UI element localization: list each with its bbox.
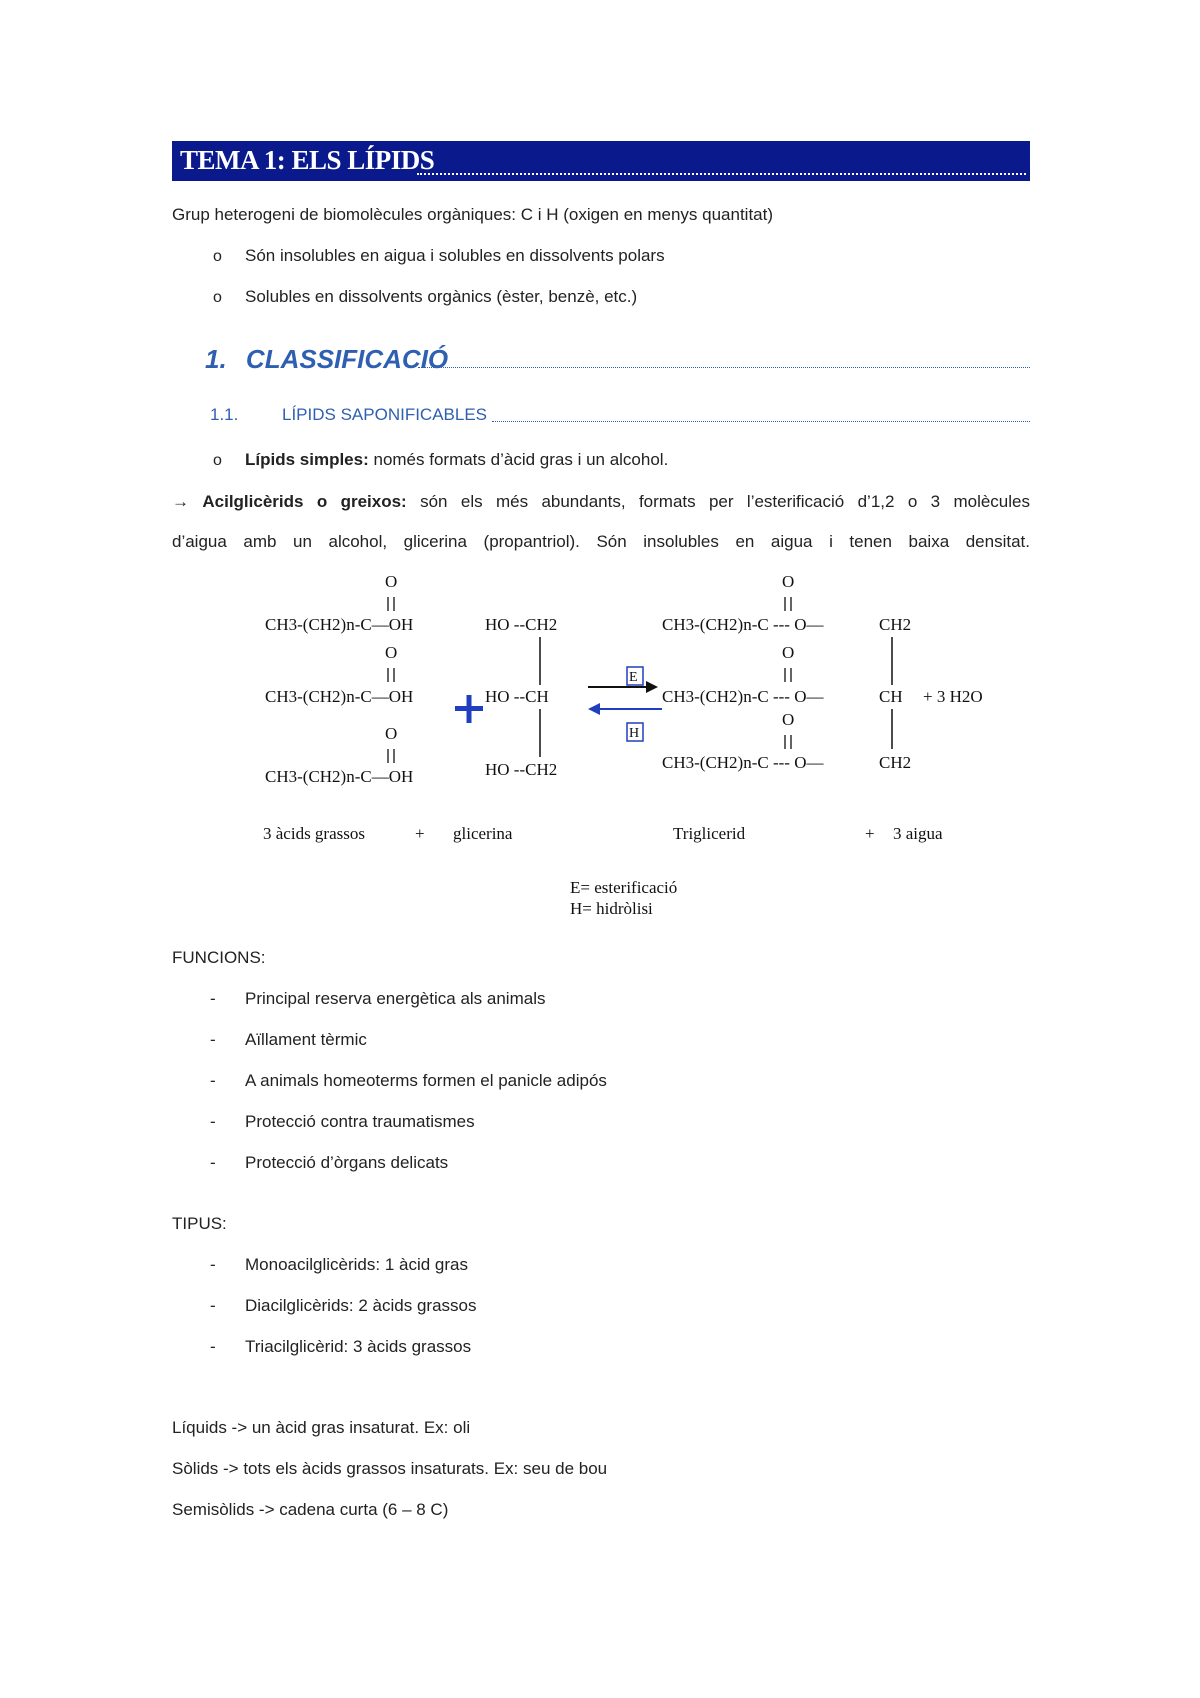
acid-formula: CH3-(CH2)n-C—OH	[265, 615, 414, 634]
acid-formula: CH3-(CH2)n-C—OH	[265, 767, 414, 786]
simple-lipids-term: Lípids simples:	[245, 450, 369, 469]
intro-bullet-1: Són insolubles en aigua i solubles en dissolvents polars	[245, 246, 665, 265]
ester-formula: CH3-(CH2)n-C --- O—	[662, 753, 824, 772]
funcions-item: Aïllament tèrmic	[245, 1030, 367, 1049]
oxygen-label: O	[782, 710, 795, 729]
oxygen-label: O	[385, 724, 398, 743]
list-marker: -	[210, 1296, 216, 1315]
bullet-marker: o	[213, 289, 222, 306]
label-fatty-acids: 3 àcids grassos	[263, 824, 365, 843]
triglyceride	[662, 572, 911, 772]
tipus-item: Monoacilglicèrids: 1 àcid gras	[245, 1255, 468, 1274]
fatty-acids	[265, 572, 413, 786]
ester-formula: CH3-(CH2)n-C --- O—	[662, 615, 824, 634]
fatty-acid-2	[265, 643, 413, 706]
glyceryl-carbon: CH2	[879, 753, 912, 772]
fatty-acid-3	[265, 724, 413, 786]
list-marker: -	[210, 1255, 216, 1274]
acylglycerides-line-2: d’aigua amb un alcohol, glicerina (propantriol). Són insolubles en aigua i tenen baixa densitat.	[172, 532, 1030, 551]
label-plus: +	[865, 824, 875, 843]
subsection-title: LÍPIDS SAPONIFICABLES	[282, 405, 488, 424]
water-product: + 3 H2O	[923, 687, 983, 706]
glycerol	[485, 615, 557, 779]
tipus-item: Triacilglicèrid: 3 àcids grassos	[245, 1337, 472, 1356]
acylglycerides-term: Acilglicèrids o greixos:	[202, 492, 407, 511]
subsection-number: 1.1.	[210, 405, 239, 424]
section-heading-1	[205, 344, 448, 375]
label-glycerol: glicerina	[453, 824, 513, 843]
title-dotted-leader	[417, 173, 1026, 175]
funcions-item: Protecció contra traumatismes	[245, 1112, 475, 1131]
funcions-item: A animals homeoterms formen el panicle adipós	[245, 1071, 607, 1090]
funcions-item: Protecció d’òrgans delicats	[245, 1153, 449, 1172]
glycerol-group: HO --CH2	[485, 760, 558, 779]
list-marker: -	[210, 1153, 216, 1172]
acylglycerides-line-1	[172, 492, 1030, 512]
funcions-heading: FUNCIONS:	[172, 948, 266, 967]
list-marker: -	[210, 1337, 216, 1356]
hydrolysis-arrow-label: H	[629, 726, 640, 741]
plus-icon	[455, 695, 483, 723]
label-triglyceride: Triglicerid	[673, 824, 746, 843]
subsection-dotted-leader	[492, 421, 1030, 422]
section-number: 1.	[205, 344, 227, 374]
legend-hydrolysis: H= hidròlisi	[570, 899, 653, 918]
title-bar	[172, 141, 1030, 181]
glycerol-group: HO --CH2	[485, 615, 558, 634]
acylglycerides-text-1: són els més abundants, formats per l’esterificació d’1,2 o 3 molècules	[420, 492, 1030, 511]
reaction-legend	[570, 878, 677, 918]
intro-text: Grup heterogeni de biomolècules orgàniques: C i H (oxigen en menys quantitat)	[172, 205, 774, 224]
esterification-reaction-diagram	[255, 565, 995, 925]
state-line: Sòlids -> tots els àcids grassos insaturats. Ex: seu de bou	[172, 1459, 608, 1478]
label-water: 3 aigua	[893, 824, 943, 843]
glyceryl-carbon: CH2	[879, 615, 912, 634]
simple-lipids-line	[245, 450, 668, 470]
section-dotted-leader	[418, 367, 1030, 368]
esterification-arrow-label: E	[629, 670, 638, 685]
section-title: CLASSIFICACIÓ	[245, 344, 449, 374]
page-title: TEMA 1: ELS LÍPIDS	[180, 145, 435, 175]
acid-formula: CH3-(CH2)n-C—OH	[265, 687, 414, 706]
list-marker: -	[210, 1071, 216, 1090]
bullet-marker: o	[213, 248, 222, 265]
reaction-labels	[263, 824, 943, 843]
glyceryl-carbon: CH	[879, 687, 903, 706]
simple-lipids-text: només formats d’àcid gras i un alcohol.	[373, 450, 669, 469]
label-plus: +	[415, 824, 425, 843]
oxygen-label: O	[385, 643, 398, 662]
state-line: Semisòlids -> cadena curta (6 – 8 C)	[172, 1500, 449, 1519]
bullet-marker: o	[213, 452, 222, 469]
list-marker: -	[210, 1112, 216, 1131]
funcions-item: Principal reserva energètica als animals	[245, 989, 546, 1008]
legend-esterification: E= esterificació	[570, 878, 678, 897]
glycerol-group: HO --CH	[485, 687, 549, 706]
fatty-acid-1	[265, 572, 413, 634]
oxygen-label: O	[385, 572, 398, 591]
tipus-item: Diacilglicèrids: 2 àcids grassos	[245, 1296, 477, 1315]
state-line: Líquids -> un àcid gras insaturat. Ex: oli	[172, 1418, 471, 1437]
intro-bullet-2: Solubles en dissolvents orgànics (èster, benzè, etc.)	[245, 287, 638, 306]
ester-formula: CH3-(CH2)n-C --- O—	[662, 687, 824, 706]
list-marker: -	[210, 1030, 216, 1049]
arrow-icon: →	[172, 492, 189, 511]
oxygen-label: O	[782, 643, 795, 662]
list-marker: -	[210, 989, 216, 1008]
equilibrium-arrows	[588, 667, 662, 741]
tipus-heading: TIPUS:	[172, 1214, 227, 1233]
oxygen-label: O	[782, 572, 795, 591]
